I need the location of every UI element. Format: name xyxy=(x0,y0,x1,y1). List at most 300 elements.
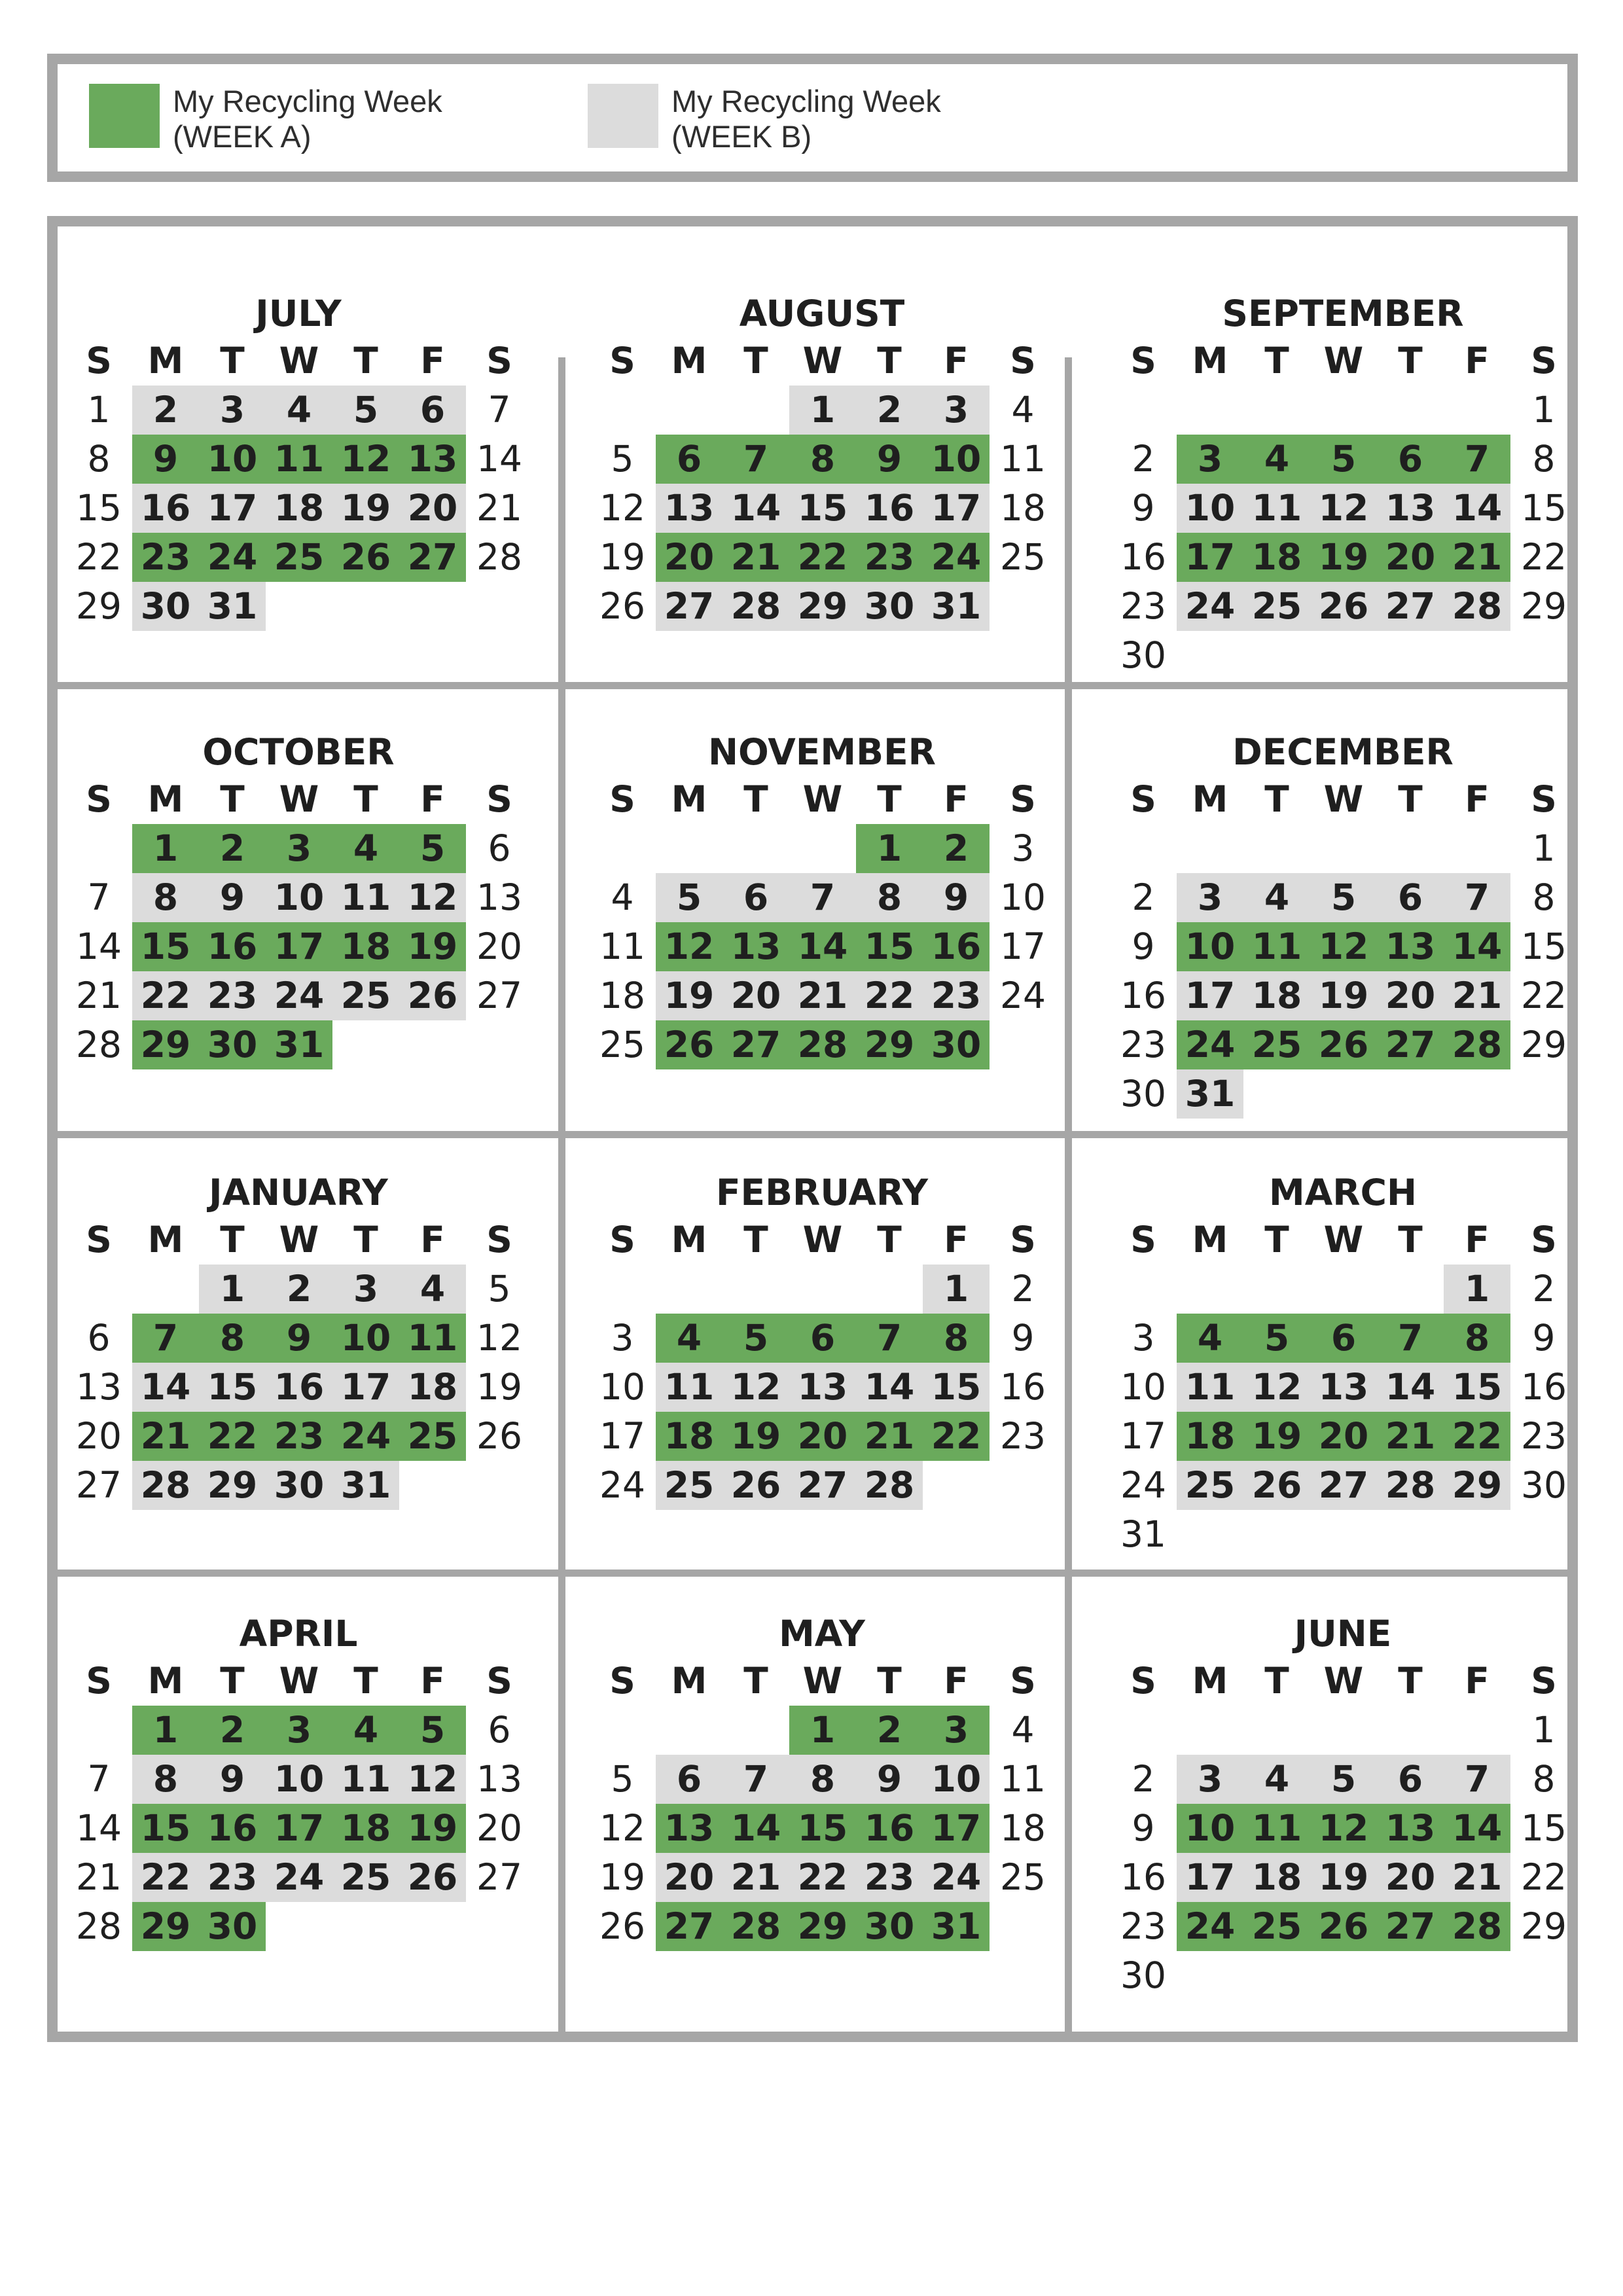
day-cell: 24 xyxy=(340,1415,391,1457)
day-cell: 1 xyxy=(943,1268,969,1310)
day-cell: 22 xyxy=(207,1415,258,1457)
day-cell: 14 xyxy=(730,1807,781,1849)
day-cell: 2 xyxy=(876,1709,902,1751)
day-cell: 14 xyxy=(476,438,522,480)
month-title: AUGUST xyxy=(739,293,905,334)
weekday-header: W xyxy=(279,1219,319,1261)
month-title: SEPTEMBER xyxy=(1222,293,1464,334)
month-title: JANUARY xyxy=(209,1172,388,1213)
day-cell: 21 xyxy=(730,536,781,578)
day-cell: 28 xyxy=(76,1905,122,1947)
month-title: MARCH xyxy=(1268,1172,1418,1213)
weekday-header: F xyxy=(944,778,969,820)
day-cell: 29 xyxy=(797,1905,848,1947)
day-cell: 5 xyxy=(611,1758,634,1800)
day-cell: 5 xyxy=(676,876,702,918)
day-cell: 27 xyxy=(76,1464,122,1506)
day-cell: 26 xyxy=(1318,1905,1369,1947)
weekday-header: W xyxy=(802,340,843,382)
day-cell: 22 xyxy=(864,975,915,1016)
day-cell: 9 xyxy=(1132,487,1155,529)
day-cell: 30 xyxy=(931,1024,982,1066)
day-cell: 15 xyxy=(1521,925,1567,967)
month-june xyxy=(1110,1611,1576,1996)
weekday-header: S xyxy=(486,1660,512,1702)
weekday-header: F xyxy=(420,1660,445,1702)
day-cell: 1 xyxy=(1532,389,1556,431)
day-cell: 13 xyxy=(476,876,522,918)
day-cell: 25 xyxy=(664,1464,715,1506)
day-cell: 14 xyxy=(730,487,781,529)
day-cell: 4 xyxy=(1011,389,1035,431)
day-cell: 16 xyxy=(1120,975,1166,1016)
weekday-header: S xyxy=(486,778,512,820)
day-cell: 8 xyxy=(87,438,111,480)
day-cell: 27 xyxy=(1318,1464,1369,1506)
weekday-header: S xyxy=(86,340,112,382)
day-cell: 7 xyxy=(743,1758,769,1800)
weekday-header: W xyxy=(1323,1219,1364,1261)
day-cell: 26 xyxy=(599,585,645,627)
day-cell: 19 xyxy=(407,1807,458,1849)
day-cell: 20 xyxy=(76,1415,122,1457)
day-cell: 26 xyxy=(476,1415,522,1457)
day-cell: 24 xyxy=(599,1464,645,1506)
day-cell: 28 xyxy=(730,585,781,627)
day-cell: 9 xyxy=(943,876,969,918)
day-cell: 29 xyxy=(140,1905,191,1947)
weekday-header: F xyxy=(944,340,969,382)
day-cell: 6 xyxy=(676,1758,702,1800)
weekday-header: T xyxy=(1264,778,1289,820)
day-cell: 16 xyxy=(207,925,258,967)
day-cell: 28 xyxy=(1385,1464,1436,1506)
day-cell: 23 xyxy=(1120,1024,1166,1066)
day-cell: 6 xyxy=(1330,1317,1357,1359)
day-cell: 12 xyxy=(1318,925,1369,967)
day-cell: 18 xyxy=(274,487,325,529)
day-cell: 1 xyxy=(152,1709,179,1751)
day-cell: 10 xyxy=(599,1366,645,1408)
weekday-header: M xyxy=(1192,1660,1228,1702)
day-cell: 7 xyxy=(87,1758,111,1800)
day-cell: 18 xyxy=(1251,536,1302,578)
day-cell: 19 xyxy=(664,975,715,1016)
day-cell: 10 xyxy=(274,1758,325,1800)
day-cell: 18 xyxy=(1000,487,1046,529)
day-cell: 6 xyxy=(1397,1758,1423,1800)
day-cell: 25 xyxy=(274,536,325,578)
day-cell: 19 xyxy=(599,1856,645,1898)
day-cell: 20 xyxy=(476,1807,522,1849)
weekday-header: M xyxy=(147,1219,184,1261)
day-cell: 18 xyxy=(1185,1415,1236,1457)
day-cell: 13 xyxy=(1318,1366,1369,1408)
day-cell: 10 xyxy=(1000,876,1046,918)
day-cell: 14 xyxy=(797,925,848,967)
day-cell: 6 xyxy=(1397,438,1423,480)
day-cell: 25 xyxy=(1000,1856,1046,1898)
day-cell: 12 xyxy=(664,925,715,967)
day-cell: 17 xyxy=(1185,536,1236,578)
day-cell: 25 xyxy=(340,1856,391,1898)
day-cell: 9 xyxy=(152,438,179,480)
weekday-header: M xyxy=(671,1660,707,1702)
day-cell: 13 xyxy=(664,487,715,529)
weekday-header: M xyxy=(671,1219,707,1261)
day-cell: 5 xyxy=(419,1709,446,1751)
day-cell: 19 xyxy=(730,1415,781,1457)
weekday-header: S xyxy=(486,340,512,382)
weekday-header: S xyxy=(86,1660,112,1702)
day-cell: 14 xyxy=(1452,925,1503,967)
horizontal-divider-2 xyxy=(58,1131,1567,1138)
day-cell: 19 xyxy=(1318,1856,1369,1898)
weekday-header: F xyxy=(1465,778,1489,820)
day-cell: 8 xyxy=(1532,876,1556,918)
day-cell: 24 xyxy=(931,536,982,578)
day-cell: 21 xyxy=(476,487,522,529)
day-cell: 26 xyxy=(340,536,391,578)
weekday-header: T xyxy=(220,1660,245,1702)
day-cell: 12 xyxy=(340,438,391,480)
weekday-header: M xyxy=(671,340,707,382)
day-cell: 25 xyxy=(1251,1905,1302,1947)
month-may xyxy=(589,1611,1055,1971)
day-cell: 29 xyxy=(76,585,122,627)
day-cell: 28 xyxy=(76,1024,122,1066)
month-february xyxy=(589,1170,1055,1530)
month-august xyxy=(589,291,1055,651)
day-cell: 3 xyxy=(1197,438,1223,480)
day-cell: 15 xyxy=(797,1807,848,1849)
day-cell: 15 xyxy=(1521,1807,1567,1849)
month-july xyxy=(65,291,531,651)
week-b-label: My Recycling Week (WEEK B) xyxy=(671,84,941,154)
day-cell: 5 xyxy=(1330,876,1357,918)
day-cell: 22 xyxy=(931,1415,982,1457)
day-cell: 7 xyxy=(1397,1317,1423,1359)
day-cell: 5 xyxy=(488,1268,511,1310)
weekday-header: F xyxy=(1465,340,1489,382)
day-cell: 22 xyxy=(1521,536,1567,578)
day-cell: 17 xyxy=(274,1807,325,1849)
day-cell: 4 xyxy=(676,1317,702,1359)
day-cell: 19 xyxy=(1318,975,1369,1016)
day-cell: 7 xyxy=(1464,1758,1490,1800)
day-cell: 25 xyxy=(407,1415,458,1457)
day-cell: 29 xyxy=(864,1024,915,1066)
day-cell: 28 xyxy=(797,1024,848,1066)
month-january xyxy=(65,1170,531,1530)
weekday-header: W xyxy=(279,1660,319,1702)
vertical-divider-2 xyxy=(1065,357,1072,2033)
day-cell: 28 xyxy=(1452,1024,1503,1066)
day-cell: 11 xyxy=(1251,1807,1302,1849)
weekday-header: S xyxy=(486,1219,512,1261)
day-cell: 2 xyxy=(1011,1268,1035,1310)
weekday-header: T xyxy=(353,778,378,820)
day-cell: 8 xyxy=(1532,1758,1556,1800)
day-cell: 21 xyxy=(797,975,848,1016)
day-cell: 15 xyxy=(1521,487,1567,529)
day-cell: 30 xyxy=(207,1024,258,1066)
day-cell: 11 xyxy=(599,925,645,967)
day-cell: 8 xyxy=(810,438,836,480)
day-cell: 27 xyxy=(1385,585,1436,627)
day-cell: 27 xyxy=(797,1464,848,1506)
month-title: APRIL xyxy=(239,1613,358,1655)
day-cell: 2 xyxy=(152,389,179,431)
day-cell: 5 xyxy=(353,389,379,431)
day-cell: 14 xyxy=(76,1807,122,1849)
weekday-header: F xyxy=(944,1660,969,1702)
horizontal-divider-3 xyxy=(58,1570,1567,1577)
day-cell: 3 xyxy=(219,389,245,431)
weekday-header: T xyxy=(353,1660,378,1702)
day-cell: 17 xyxy=(1120,1415,1166,1457)
weekday-header: T xyxy=(353,340,378,382)
weekday-header: S xyxy=(609,1219,635,1261)
day-cell: 15 xyxy=(207,1366,258,1408)
day-cell: 5 xyxy=(1330,1758,1357,1800)
day-cell: 18 xyxy=(1000,1807,1046,1849)
day-cell: 19 xyxy=(1318,536,1369,578)
day-cell: 7 xyxy=(87,876,111,918)
day-cell: 6 xyxy=(676,438,702,480)
day-cell: 14 xyxy=(1452,1807,1503,1849)
day-cell: 10 xyxy=(931,1758,982,1800)
day-cell: 16 xyxy=(140,487,191,529)
day-cell: 15 xyxy=(140,1807,191,1849)
day-cell: 14 xyxy=(1452,487,1503,529)
day-cell: 13 xyxy=(476,1758,522,1800)
day-cell: 19 xyxy=(407,925,458,967)
weekday-header: S xyxy=(1010,778,1036,820)
day-cell: 26 xyxy=(407,1856,458,1898)
day-cell: 21 xyxy=(864,1415,915,1457)
week-a-swatch xyxy=(89,84,160,148)
day-cell: 14 xyxy=(1385,1366,1436,1408)
weekday-header: S xyxy=(609,1660,635,1702)
day-cell: 5 xyxy=(1330,438,1357,480)
day-cell: 19 xyxy=(340,487,391,529)
day-cell: 5 xyxy=(611,438,634,480)
day-cell: 25 xyxy=(1185,1464,1236,1506)
weekday-header: M xyxy=(1192,1219,1228,1261)
day-cell: 9 xyxy=(286,1317,312,1359)
weekday-header: M xyxy=(1192,340,1228,382)
weekday-header: S xyxy=(1010,1660,1036,1702)
weekday-header: T xyxy=(743,778,768,820)
day-cell: 25 xyxy=(1251,585,1302,627)
day-cell: 15 xyxy=(864,925,915,967)
day-cell: 23 xyxy=(207,975,258,1016)
weekday-header: S xyxy=(1130,778,1156,820)
day-cell: 8 xyxy=(219,1317,245,1359)
day-cell: 1 xyxy=(810,1709,836,1751)
day-cell: 3 xyxy=(1197,876,1223,918)
month-title: MAY xyxy=(779,1613,865,1655)
day-cell: 1 xyxy=(1532,1709,1556,1751)
month-december xyxy=(1110,729,1576,1115)
day-cell: 22 xyxy=(140,975,191,1016)
month-title: NOVEMBER xyxy=(707,731,936,773)
day-cell: 16 xyxy=(864,487,915,529)
day-cell: 29 xyxy=(207,1464,258,1506)
day-cell: 26 xyxy=(1251,1464,1302,1506)
day-cell: 20 xyxy=(664,1856,715,1898)
day-cell: 11 xyxy=(340,1758,391,1800)
day-cell: 3 xyxy=(943,1709,969,1751)
day-cell: 16 xyxy=(1521,1366,1567,1408)
day-cell: 31 xyxy=(1120,1513,1166,1555)
day-cell: 3 xyxy=(611,1317,634,1359)
day-cell: 14 xyxy=(140,1366,191,1408)
day-cell: 15 xyxy=(140,925,191,967)
day-cell: 19 xyxy=(599,536,645,578)
day-cell: 29 xyxy=(797,585,848,627)
day-cell: 23 xyxy=(1120,585,1166,627)
month-november xyxy=(589,729,1055,1089)
day-cell: 27 xyxy=(1385,1905,1436,1947)
day-cell: 28 xyxy=(1452,585,1503,627)
day-cell: 23 xyxy=(1120,1905,1166,1947)
day-cell: 1 xyxy=(876,827,902,869)
day-cell: 9 xyxy=(219,876,245,918)
day-cell: 2 xyxy=(876,389,902,431)
day-cell: 27 xyxy=(476,1856,522,1898)
month-title: JULY xyxy=(255,293,342,334)
weekday-header: F xyxy=(420,340,445,382)
day-cell: 20 xyxy=(730,975,781,1016)
day-cell: 4 xyxy=(1264,1758,1290,1800)
day-cell: 3 xyxy=(1132,1317,1155,1359)
day-cell: 26 xyxy=(407,975,458,1016)
day-cell: 10 xyxy=(1185,487,1236,529)
weekday-header: T xyxy=(877,340,902,382)
day-cell: 12 xyxy=(1251,1366,1302,1408)
day-cell: 11 xyxy=(1251,925,1302,967)
day-cell: 31 xyxy=(340,1464,391,1506)
day-cell: 12 xyxy=(730,1366,781,1408)
day-cell: 29 xyxy=(1521,1905,1567,1947)
day-cell: 29 xyxy=(1521,1024,1567,1066)
day-cell: 24 xyxy=(931,1856,982,1898)
day-cell: 25 xyxy=(1000,536,1046,578)
day-cell: 30 xyxy=(864,1905,915,1947)
day-cell: 4 xyxy=(353,827,379,869)
day-cell: 24 xyxy=(1120,1464,1166,1506)
day-cell: 26 xyxy=(599,1905,645,1947)
day-cell: 25 xyxy=(1251,1024,1302,1066)
day-cell: 23 xyxy=(1521,1415,1567,1457)
day-cell: 31 xyxy=(207,585,258,627)
day-cell: 28 xyxy=(140,1464,191,1506)
day-cell: 30 xyxy=(1120,1073,1166,1115)
weekday-header: S xyxy=(1531,778,1557,820)
weekday-header: S xyxy=(1010,340,1036,382)
day-cell: 29 xyxy=(140,1024,191,1066)
weekday-header: S xyxy=(86,1219,112,1261)
day-cell: 11 xyxy=(340,876,391,918)
weekday-header: S xyxy=(1531,340,1557,382)
day-cell: 24 xyxy=(1185,1024,1236,1066)
weekday-header: T xyxy=(1264,1660,1289,1702)
day-cell: 26 xyxy=(730,1464,781,1506)
day-cell: 24 xyxy=(274,975,325,1016)
day-cell: 4 xyxy=(286,389,312,431)
weekday-header: F xyxy=(420,1219,445,1261)
day-cell: 20 xyxy=(407,487,458,529)
day-cell: 6 xyxy=(1397,876,1423,918)
day-cell: 26 xyxy=(1318,585,1369,627)
day-cell: 2 xyxy=(1532,1268,1556,1310)
day-cell: 17 xyxy=(340,1366,391,1408)
day-cell: 27 xyxy=(1385,1024,1436,1066)
day-cell: 20 xyxy=(1385,1856,1436,1898)
month-march xyxy=(1110,1170,1576,1555)
day-cell: 21 xyxy=(1452,1856,1503,1898)
day-cell: 12 xyxy=(599,1807,645,1849)
day-cell: 29 xyxy=(1521,585,1567,627)
day-cell: 23 xyxy=(931,975,982,1016)
month-title: FEBRUARY xyxy=(715,1172,929,1213)
weekday-header: S xyxy=(1010,1219,1036,1261)
day-cell: 30 xyxy=(1521,1464,1567,1506)
day-cell: 31 xyxy=(274,1024,325,1066)
weekday-header: S xyxy=(1531,1219,1557,1261)
day-cell: 4 xyxy=(1011,1709,1035,1751)
weekday-header: M xyxy=(147,1660,184,1702)
day-cell: 28 xyxy=(864,1464,915,1506)
day-cell: 27 xyxy=(407,536,458,578)
day-cell: 18 xyxy=(1251,975,1302,1016)
day-cell: 2 xyxy=(1132,1758,1155,1800)
day-cell: 18 xyxy=(340,925,391,967)
day-cell: 22 xyxy=(797,1856,848,1898)
day-cell: 3 xyxy=(943,389,969,431)
day-cell: 5 xyxy=(1264,1317,1290,1359)
week-b-swatch xyxy=(588,84,658,148)
day-cell: 15 xyxy=(76,487,122,529)
day-cell: 10 xyxy=(340,1317,391,1359)
day-cell: 12 xyxy=(599,487,645,529)
month-title: OCTOBER xyxy=(202,731,395,773)
day-cell: 3 xyxy=(286,1709,312,1751)
day-cell: 2 xyxy=(219,827,245,869)
day-cell: 2 xyxy=(219,1709,245,1751)
weekday-header: S xyxy=(86,778,112,820)
day-cell: 7 xyxy=(1464,876,1490,918)
day-cell: 22 xyxy=(1521,1856,1567,1898)
day-cell: 27 xyxy=(730,1024,781,1066)
day-cell: 8 xyxy=(1532,438,1556,480)
day-cell: 14 xyxy=(76,925,122,967)
day-cell: 1 xyxy=(1532,827,1556,869)
weekday-header: S xyxy=(609,778,635,820)
day-cell: 6 xyxy=(488,1709,511,1751)
day-cell: 1 xyxy=(152,827,179,869)
day-cell: 17 xyxy=(1185,1856,1236,1898)
day-cell: 17 xyxy=(274,925,325,967)
day-cell: 24 xyxy=(1185,1905,1236,1947)
day-cell: 7 xyxy=(810,876,836,918)
weekday-header: W xyxy=(279,778,319,820)
day-cell: 4 xyxy=(1197,1317,1223,1359)
weekday-header: S xyxy=(1130,1660,1156,1702)
day-cell: 12 xyxy=(476,1317,522,1359)
